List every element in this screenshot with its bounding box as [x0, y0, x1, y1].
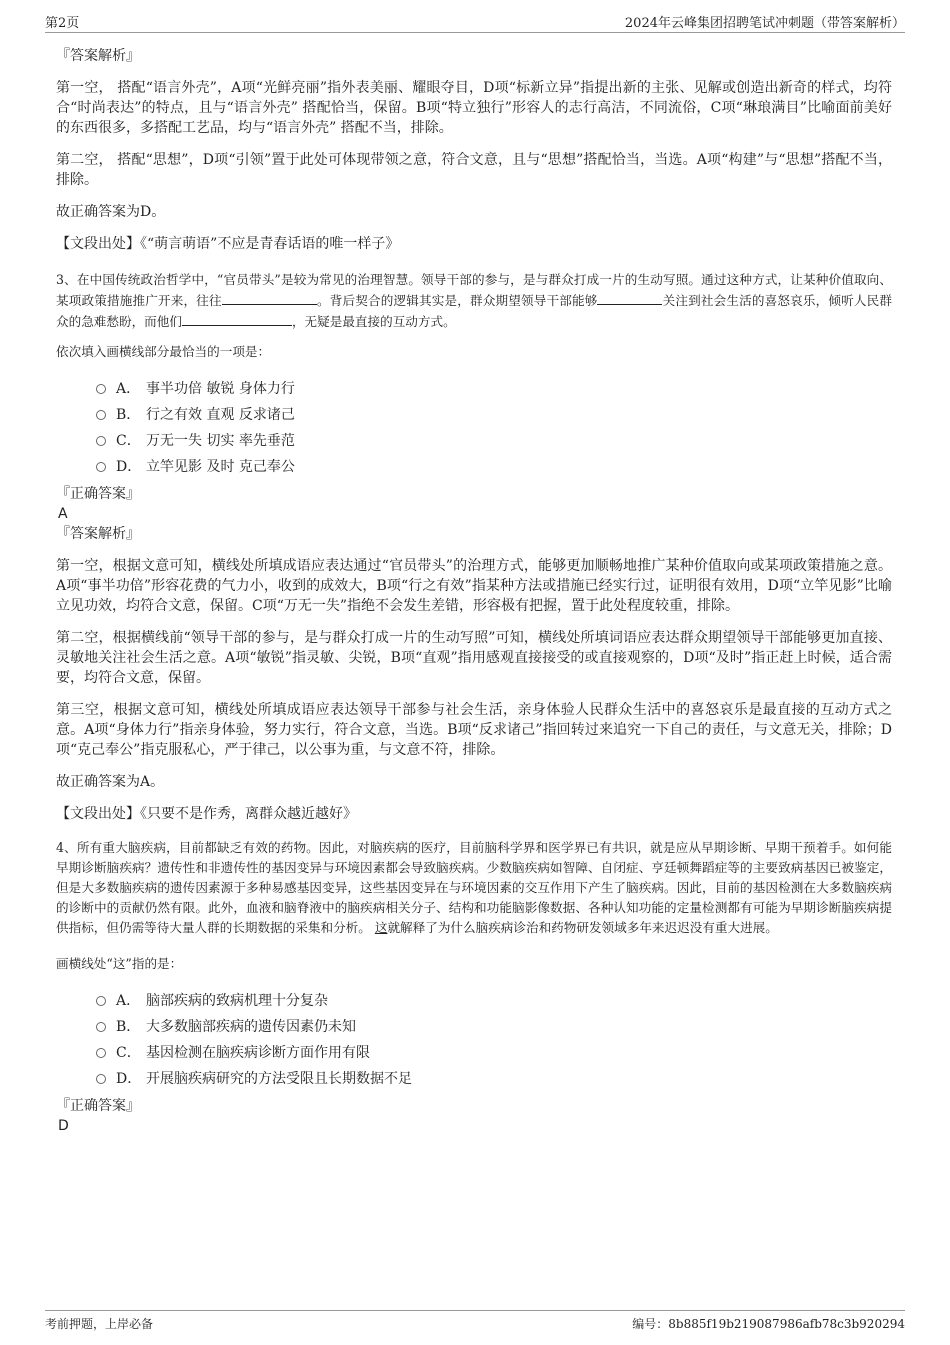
q3-option-c[interactable]	[96, 428, 892, 454]
option-text: 脑部疾病的致病机理十分复杂	[146, 993, 328, 1009]
q4-options	[96, 988, 892, 1092]
q3-stem	[56, 270, 892, 332]
q3-prompt: 依次填入画横线部分最恰当的一项是：	[56, 344, 271, 359]
q3-stem-part-1: 3、在中国传统政治哲学中，“官员带头”是较为常见的治理智慧。领导干部的参与，是与群众打成一片的生动写照。通过这种方式，让某种价值取向、某项政策措施推广开来，往往	[56, 272, 892, 308]
q2-analysis-paragraph-2: 第二空， 搭配“思想”，D项“引领”置于此处可体现带领之意，符合文意，且与“思想”搭配恰当，当选。A项“构建”与“思想”搭配不当，排除。	[56, 152, 892, 188]
q3-analysis-label: 『答案解析』	[56, 526, 140, 542]
option-text: 立竿见影 及时 克己奉公	[146, 459, 295, 475]
q3-option-d[interactable]	[96, 454, 892, 480]
q4-option-c[interactable]	[96, 1040, 892, 1066]
option-letter: D．	[116, 459, 142, 475]
document-serial-number: 编号：8b885f19b219087986afb78c3b920294	[632, 1317, 905, 1331]
q4-prompt: 画横线处“这”指的是：	[56, 956, 183, 971]
q3-stem-part-2: 。背后契合的逻辑其实是，群众期望领导干部能够	[316, 293, 598, 308]
q4-option-b[interactable]	[96, 1014, 892, 1040]
q4-answer-label: 『正确答案』	[56, 1098, 140, 1114]
q3-blank-2	[597, 290, 662, 305]
option-letter: C．	[116, 1045, 141, 1061]
radio-icon[interactable]	[96, 1048, 106, 1058]
q3-analysis-paragraph-1: 第一空，根据文意可知，横线处所填成语应表达通过“官员带头”的治理方式，能够更加顺畅地推广某种价值取向或某项政策措施之意。A项“事半功倍”形容花费的气力小，收到的成效大，B项“行之有效”指某种方法或措施已经实行过，证明很有效用，D项“立竿见影”比喻立见功效，均符合文意，保留。C项“万无一失”指绝不会发生差错，形容极有把握，置于此处程度较重，排除。	[56, 558, 892, 614]
q3-blank-3	[182, 311, 292, 326]
q3-analysis-paragraph-3: 第三空，根据文意可知，横线处所填成语应表达领导干部参与社会生活，亲身体验人民群众生活中的喜怒哀乐是最直接的互动方式之意。A项“身体力行”指亲身体验，努力实行，符合文意，当选。B项“反求诸己”指回转过来追究一下自己的责任，与文意无关，排除；D项“克己奉公”指克服私心，严于律己，以公事为重，与文意不符，排除。	[56, 702, 892, 758]
q2-analysis-paragraph-1: 第一空， 搭配“语言外壳”，A项“光鲜亮丽”指外表美丽、耀眼夺目，D项“标新立异”指提出新的主张、见解或创造出新奇的样式，均符合“时尚表达”的特点，且与“语言外壳” 搭配恰当，保留。B项“特立独行”形容人的志行高洁，不同流俗，C项“琳琅满目”比喻面前美好的东西很多，多搭配工艺品，均与“语言外壳” 搭配不当，排除。	[56, 80, 892, 136]
q3-conclusion: 故正确答案为A。	[56, 774, 165, 790]
radio-icon[interactable]	[96, 410, 106, 420]
q4-underlined-word: 这	[374, 920, 388, 935]
q3-blank-1	[222, 290, 317, 305]
option-text: 基因检测在脑疾病诊断方面作用有限	[146, 1045, 370, 1061]
radio-icon[interactable]	[96, 996, 106, 1006]
q4-option-a[interactable]	[96, 988, 892, 1014]
option-text: 万无一失 切实 率先垂范	[146, 433, 295, 449]
option-letter: C．	[116, 433, 141, 449]
option-letter: B．	[116, 1019, 141, 1035]
q2-conclusion: 故正确答案为D。	[56, 204, 166, 220]
page-number: 第2页	[45, 16, 80, 31]
option-letter: A．	[116, 381, 141, 397]
option-text: 开展脑疾病研究的方法受限且长期数据不足	[146, 1071, 412, 1087]
q3-option-b[interactable]	[96, 402, 892, 428]
q2-analysis-label: 『答案解析』	[56, 48, 140, 64]
q2-source: 【文段出处】《“萌言萌语”不应是青春话语的唯一样子》	[56, 236, 400, 252]
page-footer	[45, 1310, 905, 1335]
q4-answer: D	[58, 1118, 69, 1134]
option-letter: A．	[116, 993, 141, 1009]
page-header	[45, 12, 905, 33]
radio-icon[interactable]	[96, 1022, 106, 1032]
document-title: 2024年云峰集团招聘笔试冲刺题（带答案解析）	[624, 16, 905, 31]
q3-answer: A	[58, 506, 68, 522]
radio-icon[interactable]	[96, 436, 106, 446]
q3-options	[96, 376, 892, 480]
q3-option-a[interactable]	[96, 376, 892, 402]
radio-icon[interactable]	[96, 462, 106, 472]
q3-analysis-paragraph-2: 第二空，根据横线前“领导干部的参与，是与群众打成一片的生动写照”可知，横线处所填词语应表达群众期望领导干部能够更加直接、灵敏地关注社会生活之意。A项“敏锐”指灵敏、尖锐，B项“直观”指用感观直接接受的或直接观察的，D项“及时”指正赶上时候，适合需要，均符合文意，保留。	[56, 630, 892, 686]
option-letter: D．	[116, 1071, 142, 1087]
option-letter: B．	[116, 407, 141, 423]
q4-stem-part-1: 4、所有重大脑疾病，目前都缺乏有效的药物。因此，对脑疾病的医疗，目前脑科学界和医学界已有共识，就是应从早期诊断、早期干预着手。如何能早期诊断脑疾病？遗传性和非遗传性的基因变异与环境因素都会导致脑疾病。少数脑疾病如智障、自闭症、亨廷顿舞蹈症等的主要致病基因已被鉴定，但是大多数脑疾病的遗传因素源于多种易感基因变异，这些基因变异在与环境因素的交互作用下产生了脑疾病。因此，目前的基因检测在大多数脑疾病的诊断中的贡献仍然有限。此外，血液和脑脊液中的脑疾病相关分子、结构和功能脑影像数据、各种认知功能的定量检测都有可能为早期诊断脑疾病提供指标，但仍需等待大量人群的长期数据的采集和分析。	[56, 840, 892, 935]
option-text: 行之有效 直观 反求诸己	[146, 407, 295, 423]
q3-answer-label: 『正确答案』	[56, 486, 140, 502]
q3-stem-part-3: 关注到社会生活的喜怒哀乐，倾听人民群众的急难愁盼，而他们	[56, 293, 893, 329]
q3-stem-part-4: ，无疑是最直接的互动方式。	[291, 314, 456, 329]
option-text: 事半功倍 敏锐 身体力行	[146, 381, 295, 397]
option-text: 大多数脑部疾病的遗传因素仍未知	[146, 1019, 356, 1035]
page-content	[56, 46, 892, 1136]
q4-stem-part-2: 就解释了为什么脑疾病诊治和药物研发领域多年来迟迟没有重大进展。	[387, 920, 778, 935]
radio-icon[interactable]	[96, 1074, 106, 1084]
radio-icon[interactable]	[96, 384, 106, 394]
q3-source: 【文段出处】《只要不是作秀，离群众越近越好》	[56, 806, 357, 822]
q4-stem	[56, 838, 892, 938]
q4-option-d[interactable]	[96, 1066, 892, 1092]
footer-slogan: 考前押题，上岸必备	[45, 1317, 154, 1331]
